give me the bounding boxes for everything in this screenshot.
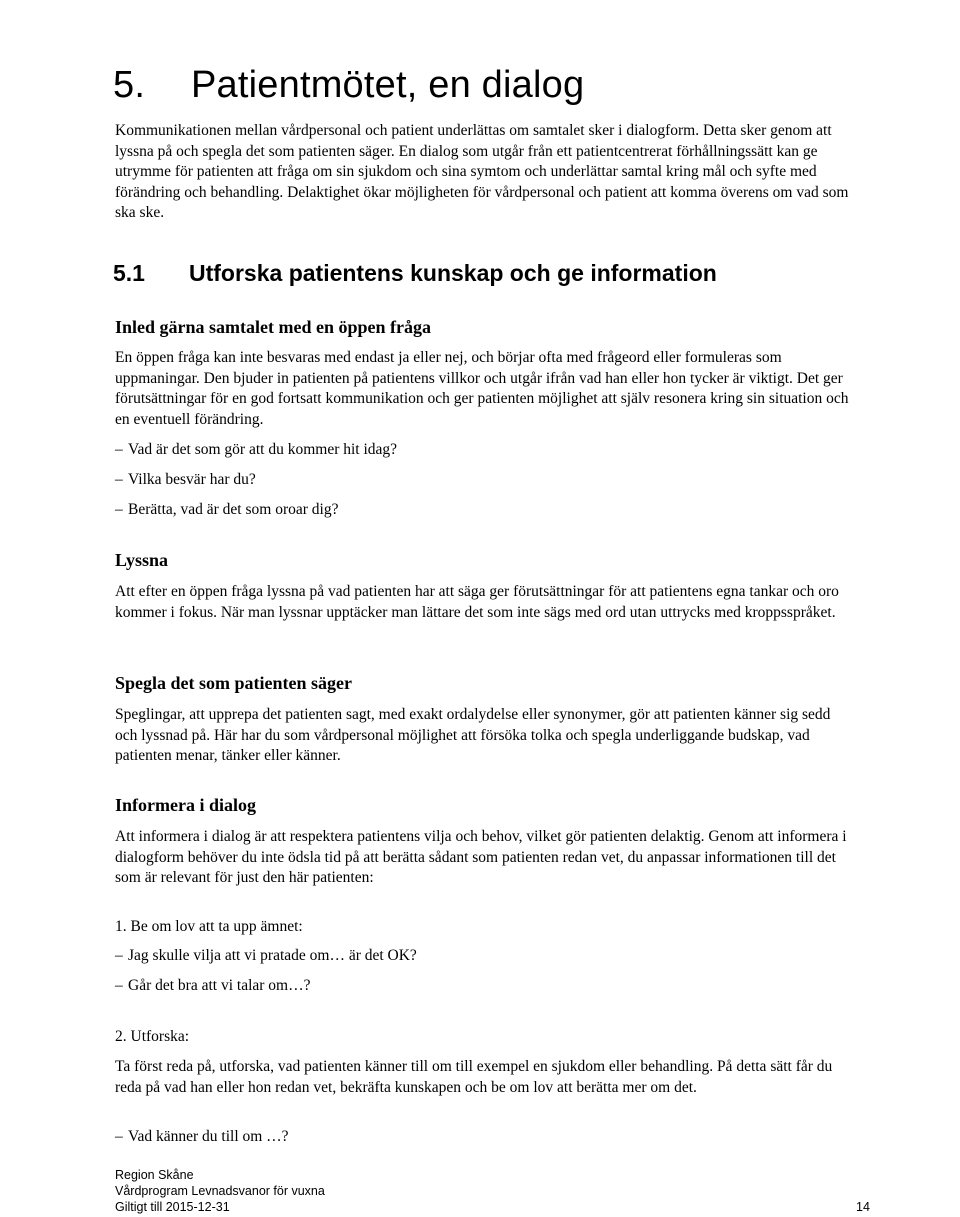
open-question-body: En öppen fråga kan inte besvaras med endast ja eller nej, och börjar ofta med frågeord eller formuleras som uppmaningar. Den bjuder in patienten på patientens villkor och utgår ifrån vad han eller hon tycker är viktigt. Det ger förutsättningar för en god fortsatt kommunikation och ger patienten möjlighet att själv resonera kring sin situation och en eventuell förändring. <box>115 349 849 428</box>
section-heading <box>113 64 584 107</box>
inform-body: Att informera i dialog är att respektera patientens vilja och behov, vilket gör patienten delaktig. Genom att informera i dialogform behöver du inte ödsla tid på att berätta sådant som patienten redan vet, du anpassar informationen till det som är relevant för just den här patienten: <box>115 828 847 886</box>
step-2-body: Ta först reda på, utforska, vad patienten känner till om till exempel en sjukdom eller behandling. På detta sätt får du reda på vad han eller hon redan vet, bekräfta kunskapen och be om lov att berätta mer om det. <box>115 1058 833 1096</box>
example-question: – Berätta, vad är det som oroar dig? <box>115 501 339 518</box>
section-number: 5. <box>113 64 146 106</box>
listen-body: Att efter en öppen fråga lyssna på vad patienten har att säga ger förutsättningar för att patientens egna tankar och oro kommer i fokus. När man lyssnar upptäcker man lättare det som inte sägs med ord utan uttrycks med kroppsspråket. <box>115 583 839 621</box>
example-question: – Vilka besvär har du? <box>115 471 256 488</box>
explore-example: – Vad känner du till om …? <box>115 1128 289 1145</box>
section-intro: Kommunikationen mellan vårdpersonal och patient underlättas om samtalet sker i dialogform. Detta sker genom att lyssna på och spegla det som patienten säger. En dialog som utgår från ett patientcentrerat förhållningssätt kan ge utrymme för patienten att fråga om sin sjukdom och sina symtom och underlättar samtal kring mål och syfte med förändring och behandling. Delaktighet ökar möjligheten för vårdpersonal och patient att komma överens om vad som ska ske. <box>115 122 849 221</box>
mirror-body: Speglingar, att upprepa det patienten sagt, med exakt ordalydelse eller synonymer, gör att patienten känner sig sedd och lyssnad på. Här har du som vårdpersonal möjlighet att försöka tolka och spegla underliggande budskap, vad patienten menar, tänker eller känner. <box>115 706 831 764</box>
inform-heading: Informera i dialog <box>115 795 256 815</box>
section-title: Patientmötet, en dialog <box>191 64 585 106</box>
step-2-label: 2. Utforska: <box>115 1028 190 1045</box>
mirror-heading: Spegla det som patienten säger <box>115 673 352 693</box>
footer-program: Vårdprogram Levnadsvanor för vuxna <box>115 1184 325 1198</box>
subsection-heading <box>113 260 717 287</box>
permission-example: – Jag skulle vilja att vi pratade om… är det OK? <box>115 947 417 964</box>
page-number: 14 <box>856 1200 870 1214</box>
permission-example: – Går det bra att vi talar om…? <box>115 977 311 994</box>
example-question: – Vad är det som gör att du kommer hit idag? <box>115 441 398 458</box>
subsection-title: Utforska patientens kunskap och ge information <box>189 260 717 286</box>
footer-organization: Region Skåne <box>115 1168 194 1182</box>
open-question-heading: Inled gärna samtalet med en öppen fråga <box>115 317 431 337</box>
listen-heading: Lyssna <box>115 550 169 570</box>
footer-validity: Giltigt till 2015-12-31 <box>115 1200 230 1214</box>
step-1-label: 1. Be om lov att ta upp ämnet: <box>115 918 303 935</box>
subsection-number: 5.1 <box>113 260 145 286</box>
